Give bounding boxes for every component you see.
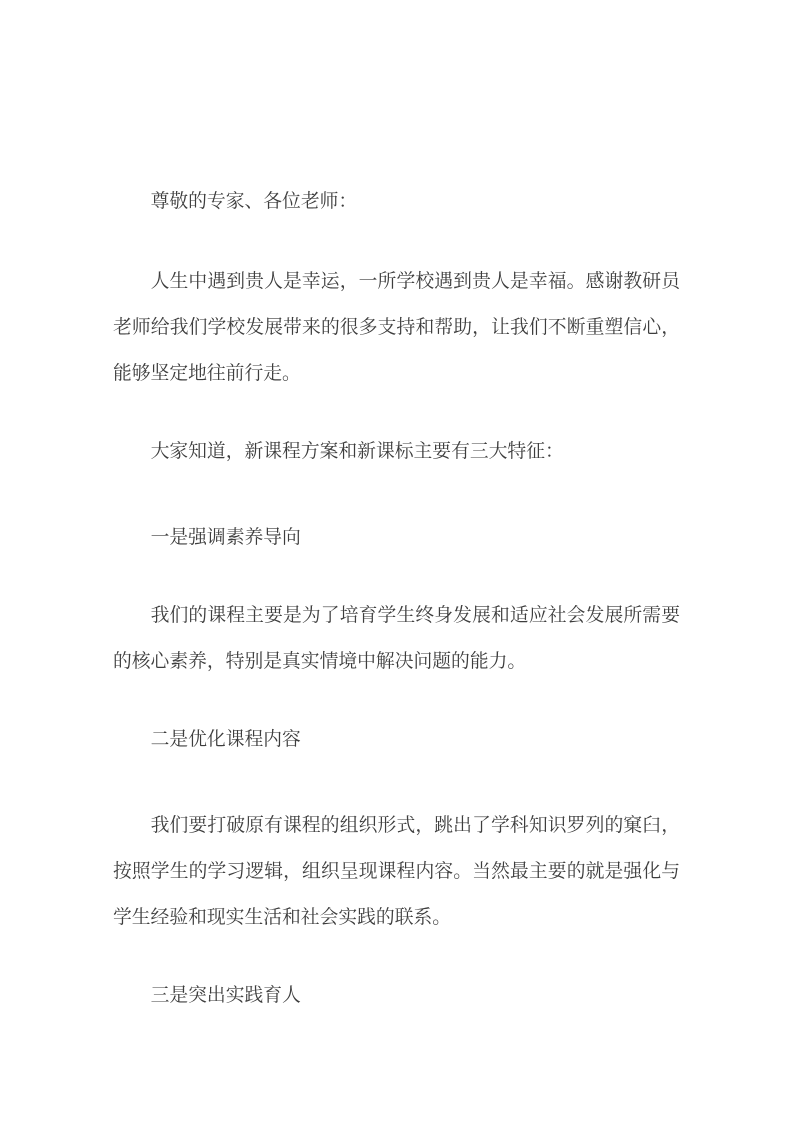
paragraph-salutation: 尊敬的专家、各位老师： — [150, 191, 358, 212]
paragraph-intro-three-features: 大家知道，新课程方案和新课标主要有三大特征： — [150, 441, 564, 462]
paragraph-feature-2-heading: 二是优化课程内容 — [150, 729, 301, 750]
paragraph-thanks: 人生中遇到贵人是幸运，一所学校遇到贵人是幸福。感谢教研员老师给我们学校发展带来的很多支持和帮助，让我们不断重塑信心，能够坚定地往前行走。 — [113, 271, 680, 384]
paragraph-feature-2-body: 我们要打破原有课程的组织形式，跳出了学科知识罗列的窠臼，按照学生的学习逻辑，组织呈现课程内容。当然最主要的就是强化与学生经验和现实生活和社会实践的联系。 — [113, 815, 680, 928]
paragraph-feature-1-heading: 一是强调素养导向 — [150, 527, 301, 548]
paragraph-feature-3-heading: 三是突出实践育人 — [150, 985, 301, 1006]
paragraph-feature-1-body: 我们的课程主要是为了培育学生终身发展和适应社会发展所需要的核心素养，特别是真实情境中解决问题的能力。 — [113, 605, 680, 672]
